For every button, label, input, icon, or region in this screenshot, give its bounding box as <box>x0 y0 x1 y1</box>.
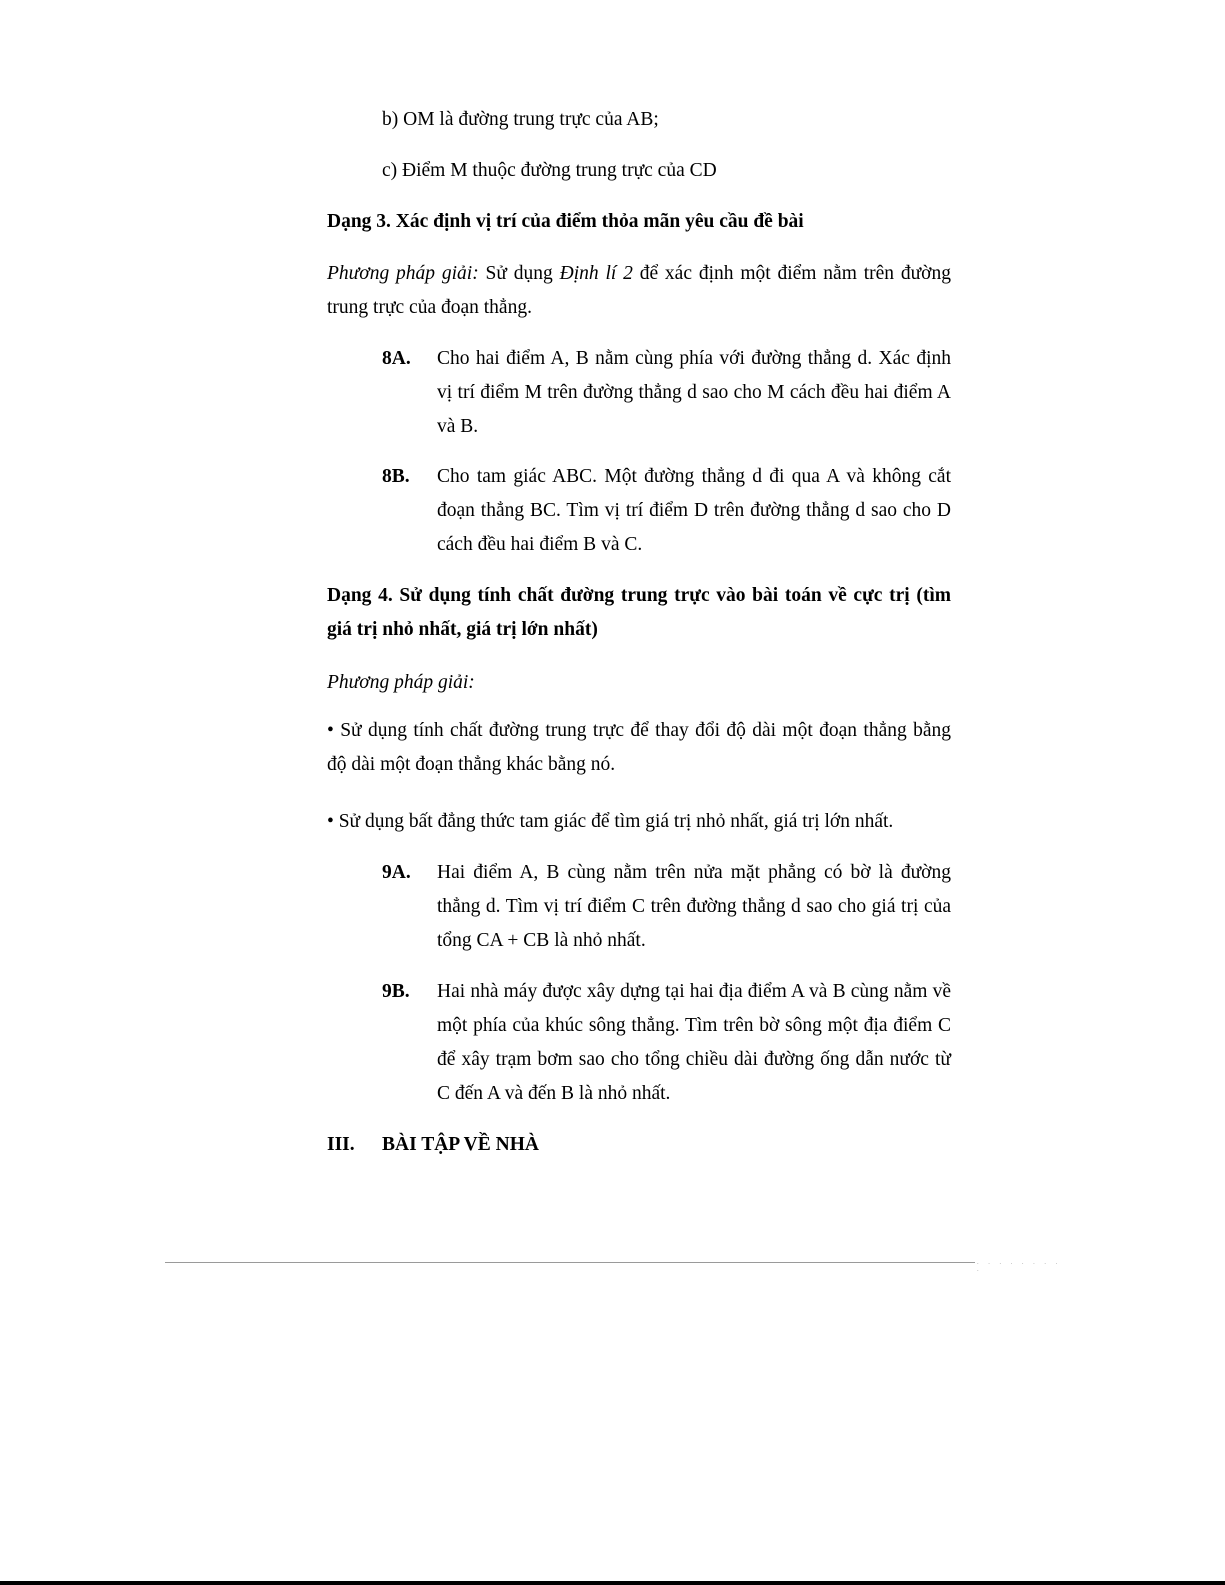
page-bottom-edge <box>0 1581 1225 1585</box>
item-b: b) OM là đường trung trực của AB; <box>382 109 659 130</box>
dang3-heading: Dạng 3. Xác định vị trí của điểm thỏa mãn yêu cầu đề bài <box>327 211 804 232</box>
exercise-9b-text: Hai nhà máy được xây dựng tại hai địa điểm A và B cùng nằm về một phía của khúc sông thẳng. Tìm trên bờ sông một địa điểm C để xây trạm bơm sao cho tổng chiều dài đường ống dẫn nước từ C đến A và đến B là nhỏ nhất. <box>437 981 951 1104</box>
exercise-8a-text: Cho hai điểm A, B nằm cùng phía với đường thẳng d. Xác định vị trí điểm M trên đường thẳng d sao cho M cách đều hai điểm A và B. <box>437 348 951 437</box>
exercise-9b-label: 9B. <box>382 981 410 1002</box>
dang4-method-label: Phương pháp giải: <box>327 672 475 693</box>
section-3-title: BÀI TẬP VỀ NHÀ <box>382 1134 539 1155</box>
exercise-9a-label: 9A. <box>382 862 411 883</box>
exercise-8b-label: 8B. <box>382 466 410 487</box>
dang3-method-label: Phương pháp giải: <box>327 263 479 284</box>
footer-divider <box>165 1262 975 1263</box>
dang4-heading: Dạng 4. Sử dụng tính chất đường trung trực vào bài toán về cực trị (tìm giá trị nhỏ nhất, giá trị lớn nhất) <box>327 585 951 640</box>
dang4-bullet-2: • Sử dụng bất đẳng thức tam giác để tìm giá trị nhỏ nhất, giá trị lớn nhất. <box>327 811 894 832</box>
dang4-bullet-1: • Sử dụng tính chất đường trung trực để thay đổi độ dài một đoạn thẳng bằng độ dài một đoạn thẳng khác bằng nó. <box>327 720 951 775</box>
item-c: c) Điểm M thuộc đường trung trực của CD <box>382 160 717 181</box>
dang3-method-theorem: Định lí 2 <box>559 263 633 284</box>
section-3-number: III. <box>327 1134 355 1155</box>
dang3-method <box>327 257 951 325</box>
dang3-method-text-1: Sử dụng <box>478 263 560 284</box>
exercise-9a-text: Hai điểm A, B cùng nằm trên nửa mặt phẳng có bờ là đường thẳng d. Tìm vị trí điểm C trên đường thẳng d sao cho giá trị của tổng CA + CB là nhỏ nhất. <box>437 862 951 951</box>
dang3-method-text-2: để xác định một điểm nằm trên đường trung trực của đoạn thẳng. <box>327 263 951 318</box>
exercise-8a-label: 8A. <box>382 348 411 369</box>
exercise-8b-text: Cho tam giác ABC. Một đường thẳng d đi qua A và không cắt đoạn thẳng BC. Tìm vị trí điểm D trên đường thẳng d sao cho D cách đều hai điểm B và C. <box>437 466 951 555</box>
footer-dots: . . . . . . . . . <box>976 1259 1061 1273</box>
